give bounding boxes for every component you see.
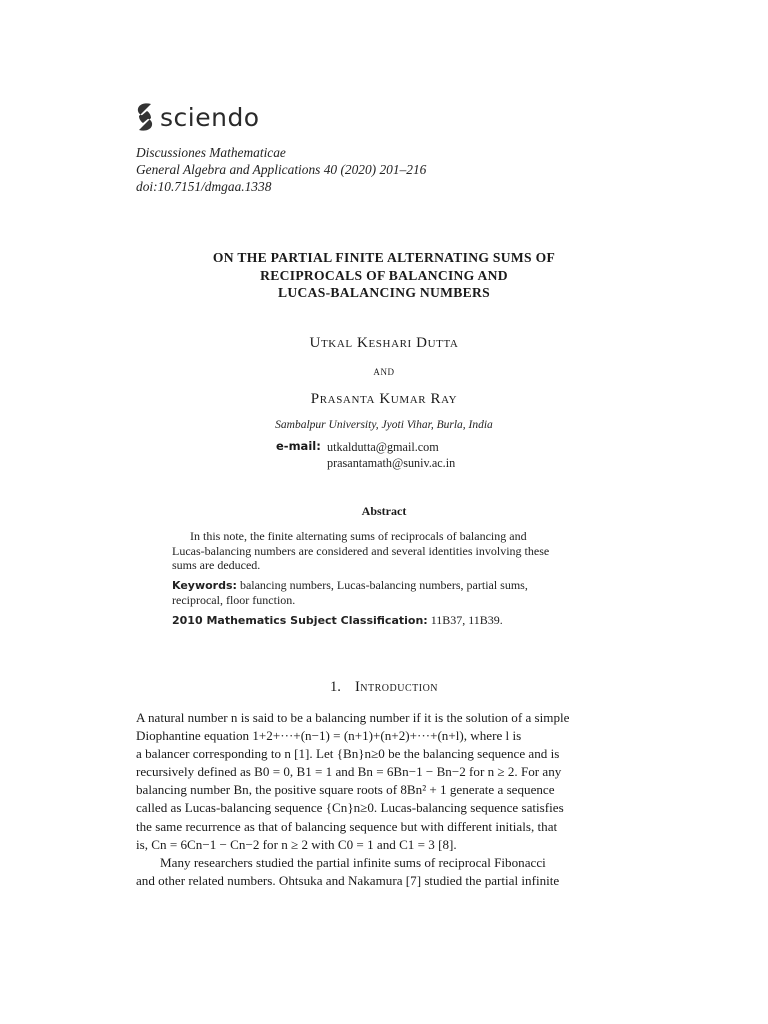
author-first: Utkal Keshari Dutta [309,335,459,351]
author-conjunction: and [373,364,395,378]
body-line: called as Lucas-balancing sequence {Cn}n≥0. Lucas-balancing sequence satisfies [136,800,564,816]
keywords-label: Keywords: [172,578,237,592]
journal-info [136,144,426,195]
body-line: the same recurrence as that of balancing sequence but with different initials, that [136,818,558,834]
abstract-line: In this note, the finite alternating sums of reciprocals of balancing and [190,529,527,543]
msc-classification [172,613,597,629]
email-label: e-mail: [276,439,321,453]
keywords-value: balancing numbers, Lucas-balancing numbers, partial sums, [239,577,528,592]
email-address: prasantamath@suniv.ac.in [327,456,456,470]
journal-series: General Algebra and Applications 40 (2020) 201–216 [136,162,427,177]
msc-value: 11B37, 11B39. [430,612,503,627]
body-line: balancing number Bn, the positive square roots of 8Bn² + 1 generate a sequence [136,782,555,798]
journal-name: Discussiones Mathematicae [136,145,286,160]
affiliation: Sambalpur University, Jyoti Vihar, Burla, India [275,419,493,431]
keywords-value: reciprocal, floor function. [172,593,296,608]
email-address: utkaldutta@gmail.com [327,440,439,454]
publisher-name: sciendo [160,102,260,132]
body-text [136,709,631,890]
author-second: Prasanta Kumar Ray [310,391,458,407]
title-line: RECIPROCALS OF BALANCING AND [260,267,508,283]
body-line: a balancer corresponding to n [1]. Let {Bn}n≥0 be the balancing sequence and is [136,746,560,762]
section-heading [100,679,668,696]
keywords [172,578,597,608]
paper-title [100,249,668,302]
body-line: recursively defined as B0 = 0, B1 = 1 and Bn = 6Bn−1 − Bn−2 for n ≥ 2. For any [136,764,562,780]
body-line: and other related numbers. Ohtsuka and Nakamura [7] studied the partial infinite [136,872,560,888]
body-line: Many researchers studied the partial infinite sums of reciprocal Fibonacci [160,854,546,870]
title-line: LUCAS-BALANCING NUMBERS [278,285,490,300]
abstract-body [172,529,597,629]
abstract-line: sums are deduced. [172,558,261,573]
abstract-heading: Abstract [361,504,407,518]
body-line: is, Cn = 6Cn−1 − Cn−2 for n ≥ 2 with C0 = 1 and C1 = 3 [8]. [136,836,457,852]
section-number: 1. [329,679,341,695]
sciendo-s-logo-icon [134,101,156,133]
msc-label: 2010 Mathematics Subject Classification: [172,613,428,627]
publisher-logo [134,100,260,134]
journal-doi: doi:10.7151/dmgaa.1338 [136,179,272,194]
title-line: ON THE PARTIAL FINITE ALTERNATING SUMS OF [212,250,556,265]
body-line: Diophantine equation 1+2+···+(n−1) = (n+1)+(n+2)+···+(n+l), where l is [136,728,522,744]
abstract-line: Lucas-balancing numbers are considered and several identities involving these [172,543,550,558]
body-line: A natural number n is said to be a balancing number if it is the solution of a simple [136,710,570,725]
abstract-text [172,529,597,573]
section-title: Introduction [354,679,439,695]
email-list [327,439,455,471]
